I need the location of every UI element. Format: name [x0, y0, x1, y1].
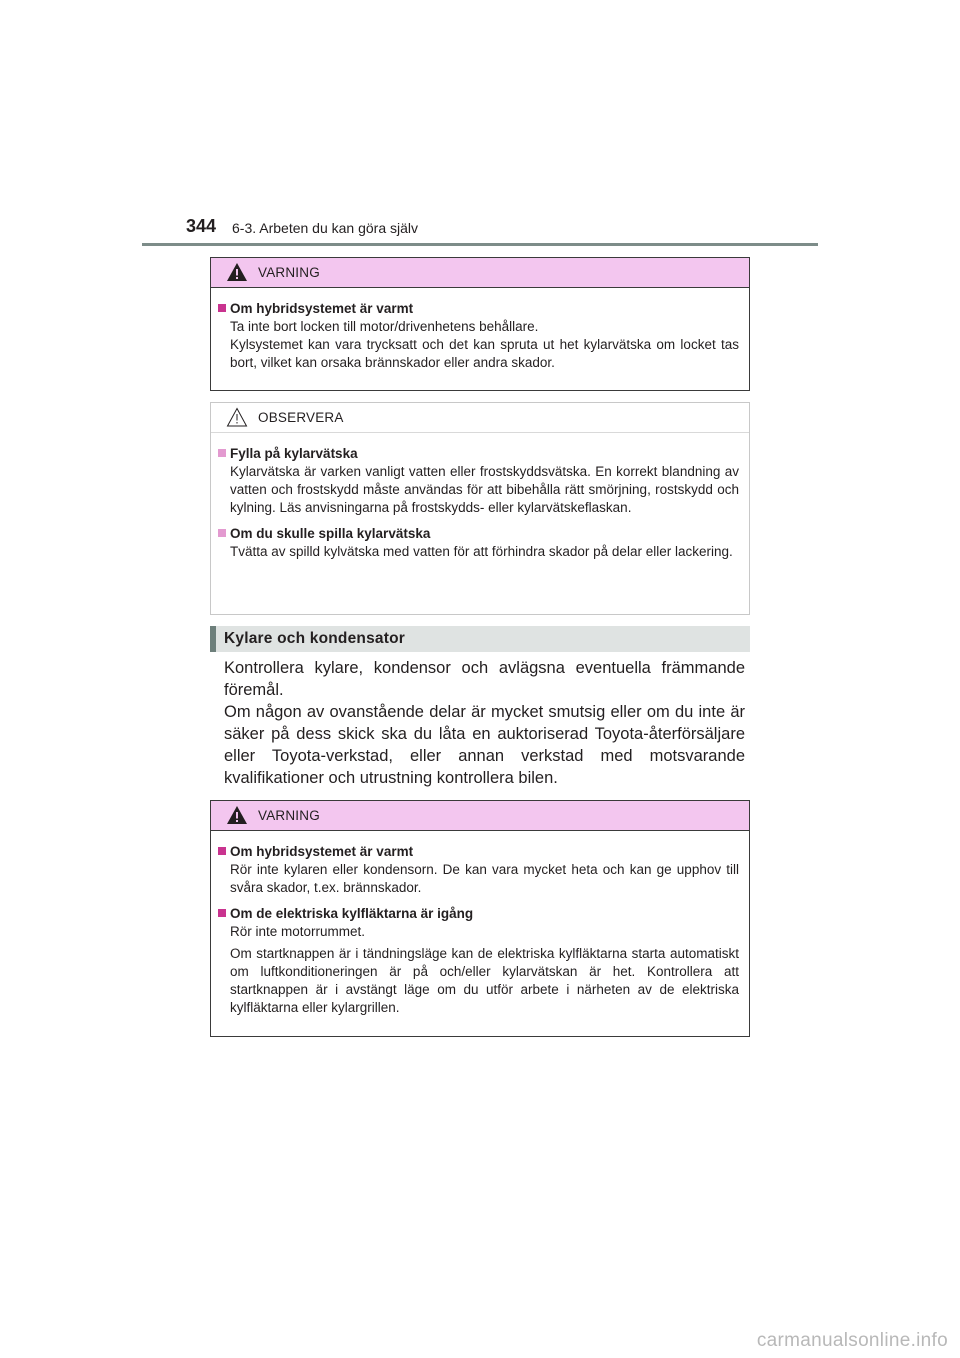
warning-box-body: [211, 288, 749, 382]
item-title: Om hybridsystemet är varmt: [218, 843, 739, 861]
item-title: Fylla på kylarvätska: [218, 445, 739, 463]
caution-triangle-icon: [226, 407, 248, 427]
bullet-square-icon: [218, 909, 226, 917]
warning-box: [210, 800, 750, 1037]
paragraph: Om någon av ovanstående delar är mycket smutsig eller om du inte är säker på dess skick ska du låta en auktoriserad Toyota-återförsäljare eller Toyota-verkstad, eller annan verkstad med motsvarande kvalifikationer och utrustning kontrollera bilen.: [224, 703, 745, 787]
notice-box-header: [211, 403, 749, 433]
warning-box-header: [211, 801, 749, 831]
body-text: [224, 657, 745, 789]
warning-box: [210, 257, 750, 391]
warning-box-body: [211, 831, 749, 1027]
section-heading: [210, 626, 750, 652]
item-text: Rör inte kylaren eller kondensorn. De kan vara mycket heta och kan ge upphov till svåra skador, t.ex. brännskador.: [230, 862, 739, 895]
warning-label: VARNING: [258, 808, 320, 823]
item-text: Tvätta av spilld kylvätska med vatten för att förhindra skador på delar eller lackering.: [230, 544, 733, 559]
bullet-square-icon: [218, 304, 226, 312]
item-title: Om hybridsystemet är varmt: [218, 300, 739, 318]
item-text: Om startknappen är i tändningsläge kan de elektriska kylfläktarna starta automatiskt om luftkonditioneringen är på och/eller kylarvätskan är het. Kontrollera att startknappen är i avstängt läge om du utför arbete i närheten av de elektriska kylfläktarna eller kylargrillen.: [230, 946, 739, 1015]
warning-triangle-icon: [226, 805, 248, 825]
item-text: Kylsystemet kan vara trycksatt och det kan spruta ut het kylarvätska om locket tas bort, vilket kan orsaka brännskador eller andra skador.: [230, 337, 739, 370]
header-rule: [142, 243, 818, 246]
notice-box-body: [211, 433, 749, 571]
item-text: Ta inte bort locken till motor/drivenhetens behållare.: [230, 319, 539, 334]
footer-watermark: carmanualsonline.info: [756, 1330, 948, 1351]
bullet-square-icon: [218, 529, 226, 537]
item-title: Om de elektriska kylfläktarna är igång: [218, 905, 739, 923]
item-title: Om du skulle spilla kylarvätska: [218, 525, 739, 543]
notice-label: OBSERVERA: [258, 410, 344, 425]
section-accent-bar: [210, 626, 216, 652]
warning-triangle-icon: [226, 262, 248, 282]
paragraph: Kontrollera kylare, kondensor och avlägsna eventuella främmande föremål.: [224, 659, 745, 699]
bullet-square-icon: [218, 847, 226, 855]
item-text: Rör inte motorrummet.: [230, 924, 366, 939]
item-text: Kylarvätska är varken vanligt vatten eller frostskyddsvätska. En korrekt blandning av vatten och frostskydd måste användas för att bibehålla rätt smörjning, rostskydd och kylning. Läs anvisningarna på frostskydds- eller kylarvätskeflaskan.: [230, 464, 739, 515]
page-number: 344: [186, 216, 217, 236]
section-title: Kylare och kondensator: [224, 630, 405, 647]
chapter-title: 6-3. Arbeten du kan göra själv: [232, 220, 419, 236]
warning-label: VARNING: [258, 265, 320, 280]
bullet-square-icon: [218, 449, 226, 457]
warning-box-header: [211, 258, 749, 288]
notice-box: [210, 402, 750, 615]
